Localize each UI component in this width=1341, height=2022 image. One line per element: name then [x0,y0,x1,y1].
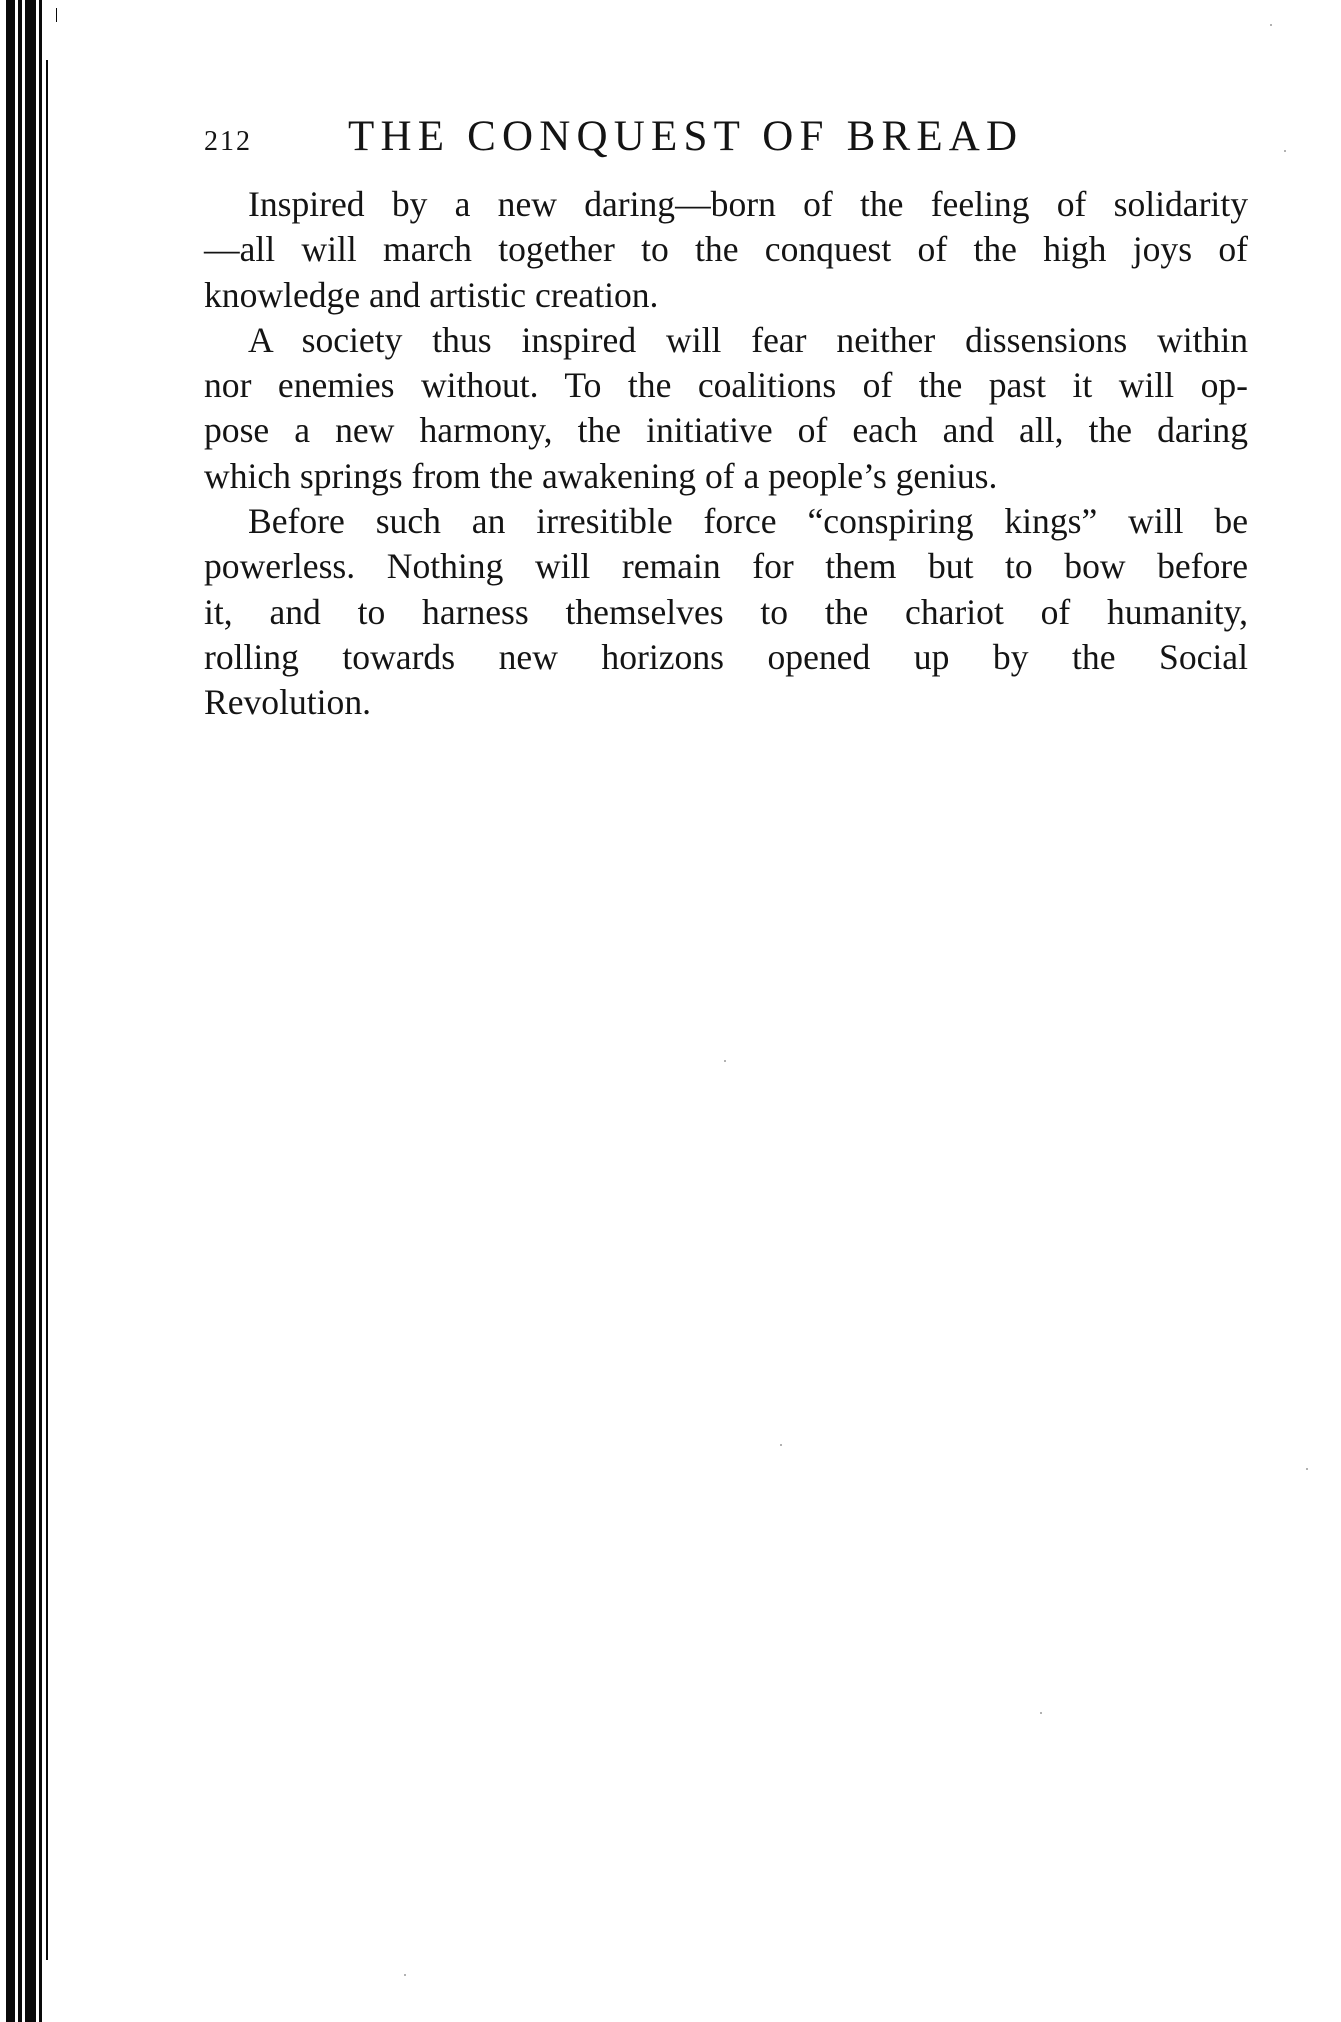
paragraph [204,499,1248,725]
text-line: Before such an irresitible force “conspiring kings” will be [248,501,1248,542]
scan-speck [724,1060,726,1062]
text-line: pose a new harmony, the initiative of each and all, the daring [204,410,1248,451]
text-line: rolling towards new horizons opened up by the Social [204,636,1248,677]
text-line: A society thus inspired will fear neither dissensions within [248,319,1248,360]
text-line: nor enemies without. To the coalitions of the past it will op- [204,365,1248,406]
text-line: it, and to harness themselves to the chariot of humanity, [204,591,1248,632]
body-text [204,182,1248,726]
scan-speck [1306,1468,1308,1470]
page-header [204,112,1264,172]
scan-speck [780,1444,782,1446]
text-line: knowledge and artistic creation. [204,274,659,315]
paragraph [204,182,1248,318]
page-number: 212 [204,126,252,157]
running-title: THE CONQUEST OF BREAD [348,113,1024,160]
scan-speck [1270,24,1272,26]
scan-speck [1284,150,1286,152]
paragraph [204,318,1248,499]
text-line: powerless. Nothing will remain for them but to bow before [204,546,1248,587]
binding-edge [0,0,60,2022]
text-line: which springs from the awakening of a people’s genius. [204,455,998,496]
text-line: —all will march together to the conquest of the high joys of [204,229,1248,270]
text-line: Revolution. [204,682,372,723]
scan-speck [404,1974,406,1976]
scan-speck [1040,1712,1042,1714]
text-line: Inspired by a new daring—born of the feeling of solidarity [248,184,1248,224]
